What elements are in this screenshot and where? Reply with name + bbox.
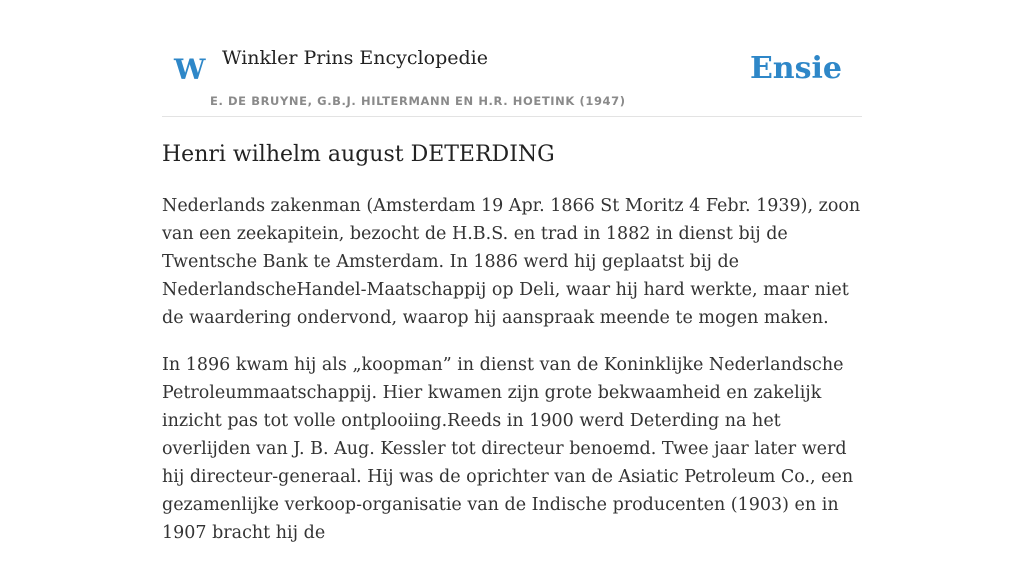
article-paragraph: In 1896 kwam hij als „koopman” in dienst van de Koninklijke Nederlandsche Petroleummaatschappij. Hier kwamen zijn grote bekwaamheid en zakelijk inzicht pas tot volle ontplooiing.Reeds in 1900 werd Deterding na het overlijden van J. B. Aug. Kessler tot directeur benoemd. Twee jaar later werd hij directeur-generaal. Hij was de oprichter van de Asiatic Petroleum Co., een gezamenlijke verkoop-organisatie van de Indische producenten (1903) en in 1907 bracht hij de (162, 355, 854, 543)
article-body (162, 192, 862, 566)
winkler-prins-logo[interactable]: W (174, 53, 206, 86)
ensie-logo[interactable]: Ensie (749, 51, 842, 86)
publication-title[interactable]: Winkler Prins Encyclopedie (222, 47, 488, 69)
article-title: Henri wilhelm august DETERDING (162, 142, 555, 167)
article-paragraph: Nederlands zakenman (Amsterdam 19 Apr. 1866 St Moritz 4 Febr. 1939), zoon van een zeekapitein, bezocht de H.B.S. en trad in 1882 in dienst bij de Twentsche Bank te Amsterdam. In 1886 werd hij geplaatst bij de NederlandscheHandel-Maatschappij op Deli, waar hij hard werkte, maar niet de waardering ondervond, waarop hij aanspraak meende te mogen maken. (162, 196, 861, 328)
publication-authors: E. DE BRUYNE, G.B.J. HILTERMANN EN H.R. HOETINK (1947) (210, 94, 626, 108)
header (162, 0, 862, 117)
